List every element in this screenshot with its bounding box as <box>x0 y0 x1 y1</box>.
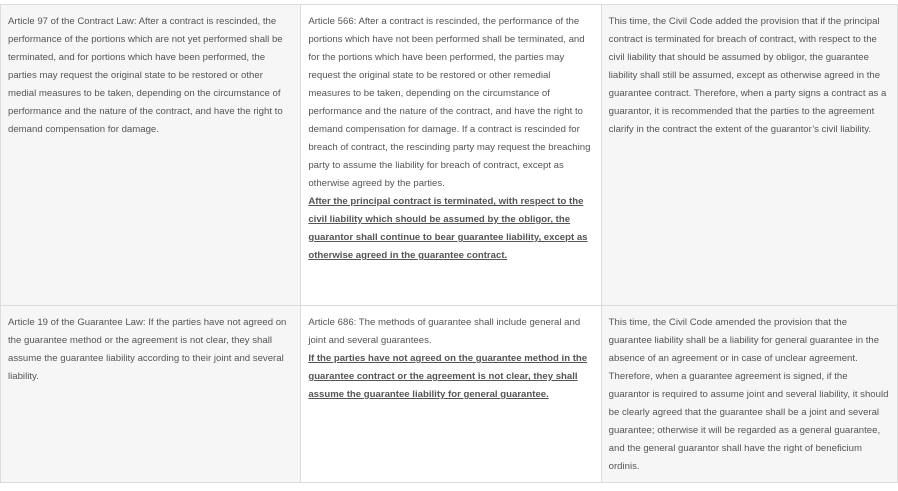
civil-code-highlight: If the parties have not agreed on the guarantee method in the guarantee contract or the agreement is not clear, they shall assume the guarantee liability for general guarantee. <box>308 353 588 400</box>
civil-code-cell <box>301 5 601 306</box>
civil-code-text: Article 566: After a contract is rescinded, the performance of the portions which have not been performed shall be terminated, and for the portions which have been performed, the parties may request the original state to be restored or other remedial measures to be taken, depending on the circumstance of performance and the nature of the contract, and have the right to demand compensation for damage. If a contract is rescinded for breach of contract, the rescinding party may request the breaching party to assume the liability for breach of contract, except as otherwise agreed by the parties. <box>308 16 591 189</box>
civil-code-text: Article 686: The methods of guarantee shall include general and joint and several guarantees. <box>308 317 581 346</box>
commentary-text: This time, the Civil Code added the provision that if the principal contract is terminated for breach of contract, with respect to the civil liability that should be assumed by obligor, the guarantee liability shall still be assumed, except as otherwise agreed in the guarantee contract. Therefore, when a party signs a contract as a guarantor, it is recommended that the parties to the agreement clarify in the contract the extent of the guarantor’s civil liability. <box>608 16 887 135</box>
comparison-table <box>0 4 898 483</box>
table-row <box>1 5 898 306</box>
table-row <box>1 306 898 483</box>
civil-code-cell <box>301 306 601 483</box>
commentary-cell <box>601 5 897 306</box>
old-law-cell <box>1 5 301 306</box>
commentary-text: This time, the Civil Code amended the provision that the guarantee liability shall be a liability for general guarantee in the absence of an agreement or in case of unclear agreement. Therefore, when a guarantee agreement is signed, if the guarantor is required to assume joint and several liability, it should be clearly agreed that the guarantee shall be a joint and several guarantee; otherwise it will be regarded as a general guarantee, and the general guarantor shall have the right of beneficium ordinis. <box>608 317 889 472</box>
commentary-cell <box>601 306 897 483</box>
old-law-text: Article 19 of the Guarantee Law: If the parties have not agreed on the guarantee method or the agreement is not clear, they shall assume the guarantee liability according to their joint and several liability. <box>8 317 287 382</box>
old-law-text: Article 97 of the Contract Law: After a contract is rescinded, the performance of the portions which are not yet performed shall be terminated, and for portions which have been performed, the parties may request the original state to be restored or other medial measures to be taken, depending on the circumstance of performance and the nature of the contract, and have the right to demand compensation for damage. <box>8 16 283 135</box>
old-law-cell <box>1 306 301 483</box>
civil-code-highlight: After the principal contract is terminated, with respect to the civil liability which should be assumed by the obligor, the guarantor shall continue to bear guarantee liability, except as otherwise agreed in the guarantee contract. <box>308 196 588 261</box>
